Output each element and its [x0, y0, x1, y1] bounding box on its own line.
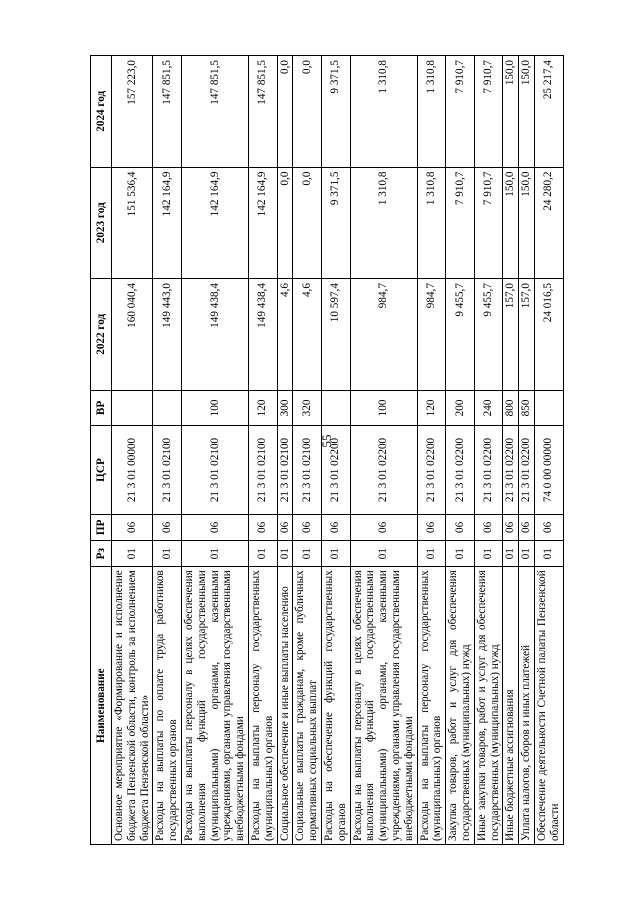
row-2024: 1 310,8	[350, 56, 417, 168]
row-name: Расходы на выплаты персоналу государственных (муниципальных) органов	[417, 567, 446, 845]
row-rz: 01	[474, 540, 503, 566]
table-row	[321, 56, 350, 845]
row-vr	[534, 390, 563, 426]
row-csr: 21 3 01 02200	[503, 426, 519, 514]
row-2023: 150,0	[519, 167, 535, 279]
row-2024: 157 223,0	[112, 56, 153, 168]
table-row	[350, 56, 417, 845]
row-pr: 06	[293, 514, 322, 540]
row-2023: 142 164,9	[248, 167, 277, 279]
row-2022: 4,6	[277, 279, 293, 391]
row-2022: 984,7	[417, 279, 446, 391]
row-csr: 21 3 01 02100	[248, 426, 277, 514]
row-rz: 01	[503, 540, 519, 566]
header-2022: 2022 год	[91, 279, 112, 391]
table-row	[153, 56, 182, 845]
table-row	[503, 56, 519, 845]
row-csr: 21 3 01 00000	[112, 426, 153, 514]
table-row	[112, 56, 153, 845]
row-pr: 06	[277, 514, 293, 540]
row-name: Закупка товаров, работ и услуг для обеспечения государственных (муниципальных) нужд	[446, 567, 475, 845]
row-2023: 24 280,2	[534, 167, 563, 279]
row-2022: 149 443,0	[153, 279, 182, 391]
table-row	[293, 56, 322, 845]
row-rz: 01	[534, 540, 563, 566]
row-csr: 21 3 01 02100	[153, 426, 182, 514]
row-2023: 7 910,7	[474, 167, 503, 279]
row-name: Расходы на выплаты персоналу государственных (муниципальных) органов	[248, 567, 277, 845]
table-row	[474, 56, 503, 845]
row-vr: 800	[503, 390, 519, 426]
row-csr: 21 3 01 02200	[321, 426, 350, 514]
table-row	[277, 56, 293, 845]
row-rz: 01	[112, 540, 153, 566]
row-2023: 1 310,8	[350, 167, 417, 279]
header-2024: 2024 год	[91, 56, 112, 168]
row-csr: 21 3 01 02100	[181, 426, 248, 514]
row-name: Иные бюджетные ассигнования	[503, 567, 519, 845]
row-2024: 150,0	[519, 56, 535, 168]
page-number: 55	[319, 434, 334, 448]
row-pr: 06	[519, 514, 535, 540]
row-name: Основное мероприятие «Формирование и исполнение бюджета Пензенской области, контроль за исполнением бюджета Пензенской области»	[112, 567, 153, 845]
row-name: Социальное обеспечение и иные выплаты населению	[277, 567, 293, 845]
row-pr: 06	[321, 514, 350, 540]
table-row	[181, 56, 248, 845]
row-2023: 142 164,9	[181, 167, 248, 279]
header-csr: ЦСР	[91, 426, 112, 514]
row-2024: 147 851,5	[181, 56, 248, 168]
row-2022: 984,7	[350, 279, 417, 391]
row-name: Расходы на выплаты по оплате труда работников государственных органов	[153, 567, 182, 845]
row-rz: 01	[181, 540, 248, 566]
row-csr: 21 3 01 02200	[417, 426, 446, 514]
table-row	[534, 56, 563, 845]
row-vr: 850	[519, 390, 535, 426]
row-2023: 1 310,8	[417, 167, 446, 279]
row-2022: 9 455,7	[474, 279, 503, 391]
header-pr: ПР	[91, 514, 112, 540]
row-2024: 1 310,8	[417, 56, 446, 168]
row-rz: 01	[350, 540, 417, 566]
row-name: Социальные выплаты гражданам, кроме публичных нормативных социальных выплат	[293, 567, 322, 845]
row-2024: 7 910,7	[446, 56, 475, 168]
budget-table	[90, 55, 564, 845]
row-csr: 21 3 01 02100	[277, 426, 293, 514]
row-2024: 0,0	[293, 56, 322, 168]
header-2023: 2023 год	[91, 167, 112, 279]
header-name: Наименование	[91, 567, 112, 845]
row-2023: 9 371,5	[321, 167, 350, 279]
row-name: Расходы на выплаты персоналу в целях обеспечения выполнения функций государственными (муниципальными) органами, казенными учреждениями, органами управления государственными внебюджетными фондами	[350, 567, 417, 845]
row-2023: 0,0	[277, 167, 293, 279]
row-2024: 25 217,4	[534, 56, 563, 168]
row-csr: 21 3 01 02200	[519, 426, 535, 514]
table-row	[519, 56, 535, 845]
row-rz: 01	[277, 540, 293, 566]
row-vr: 320	[293, 390, 322, 426]
row-2024: 147 851,5	[248, 56, 277, 168]
row-vr: 240	[474, 390, 503, 426]
row-2022: 4,6	[293, 279, 322, 391]
row-csr: 21 3 01 02200	[350, 426, 417, 514]
row-name: Расходы на выплаты персоналу в целях обеспечения выполнения функций государственными (муниципальными) органами, казенными учреждениями, органами управления государственными внебюджетными фондами	[181, 567, 248, 845]
row-csr: 21 3 01 02200	[446, 426, 475, 514]
row-2024: 150,0	[503, 56, 519, 168]
row-vr: 120	[248, 390, 277, 426]
table-row	[248, 56, 277, 845]
row-2024: 7 910,7	[474, 56, 503, 168]
row-pr: 06	[503, 514, 519, 540]
row-2022: 9 455,7	[446, 279, 475, 391]
row-pr: 06	[112, 514, 153, 540]
row-2023: 7 910,7	[446, 167, 475, 279]
row-2022: 24 016,5	[534, 279, 563, 391]
row-csr: 74 0 00 00000	[534, 426, 563, 514]
row-2023: 151 536,4	[112, 167, 153, 279]
row-name: Расходы на обеспечение функций государственных органов	[321, 567, 350, 845]
row-rz: 01	[153, 540, 182, 566]
table-header-row	[91, 56, 112, 845]
row-2022: 157,0	[519, 279, 535, 391]
row-csr: 21 3 01 02100	[293, 426, 322, 514]
row-csr: 21 3 01 02200	[474, 426, 503, 514]
row-name: Иные закупки товаров, работ и услуг для обеспечения государственных (муниципальных) нужд	[474, 567, 503, 845]
row-vr	[321, 390, 350, 426]
row-rz: 01	[321, 540, 350, 566]
row-2022: 10 597,4	[321, 279, 350, 391]
row-rz: 01	[519, 540, 535, 566]
table-row	[417, 56, 446, 845]
row-pr: 06	[417, 514, 446, 540]
row-2024: 147 851,5	[153, 56, 182, 168]
row-name: Уплата налогов, сборов и иных платежей	[519, 567, 535, 845]
row-2022: 157,0	[503, 279, 519, 391]
row-vr: 300	[277, 390, 293, 426]
row-rz: 01	[446, 540, 475, 566]
row-rz: 01	[248, 540, 277, 566]
row-pr: 06	[181, 514, 248, 540]
row-pr: 06	[153, 514, 182, 540]
row-rz: 01	[293, 540, 322, 566]
row-pr: 06	[474, 514, 503, 540]
row-2023: 142 164,9	[153, 167, 182, 279]
row-vr: 100	[181, 390, 248, 426]
row-name: Обеспечение деятельности Счетной палаты Пензенской области	[534, 567, 563, 845]
row-vr: 120	[417, 390, 446, 426]
row-2022: 149 438,4	[248, 279, 277, 391]
table-row	[446, 56, 475, 845]
row-2024: 0,0	[277, 56, 293, 168]
row-2023: 150,0	[503, 167, 519, 279]
row-2024: 9 371,5	[321, 56, 350, 168]
row-2022: 160 040,4	[112, 279, 153, 391]
header-vr: ВР	[91, 390, 112, 426]
header-rz: Рз	[91, 540, 112, 566]
row-pr: 06	[534, 514, 563, 540]
row-rz: 01	[417, 540, 446, 566]
row-pr: 06	[446, 514, 475, 540]
row-pr: 06	[248, 514, 277, 540]
row-vr	[112, 390, 153, 426]
row-2023: 0,0	[293, 167, 322, 279]
rotated-table-container	[90, 55, 564, 845]
row-pr: 06	[350, 514, 417, 540]
row-vr: 200	[446, 390, 475, 426]
row-vr: 100	[350, 390, 417, 426]
row-2022: 149 438,4	[181, 279, 248, 391]
row-vr	[153, 390, 182, 426]
